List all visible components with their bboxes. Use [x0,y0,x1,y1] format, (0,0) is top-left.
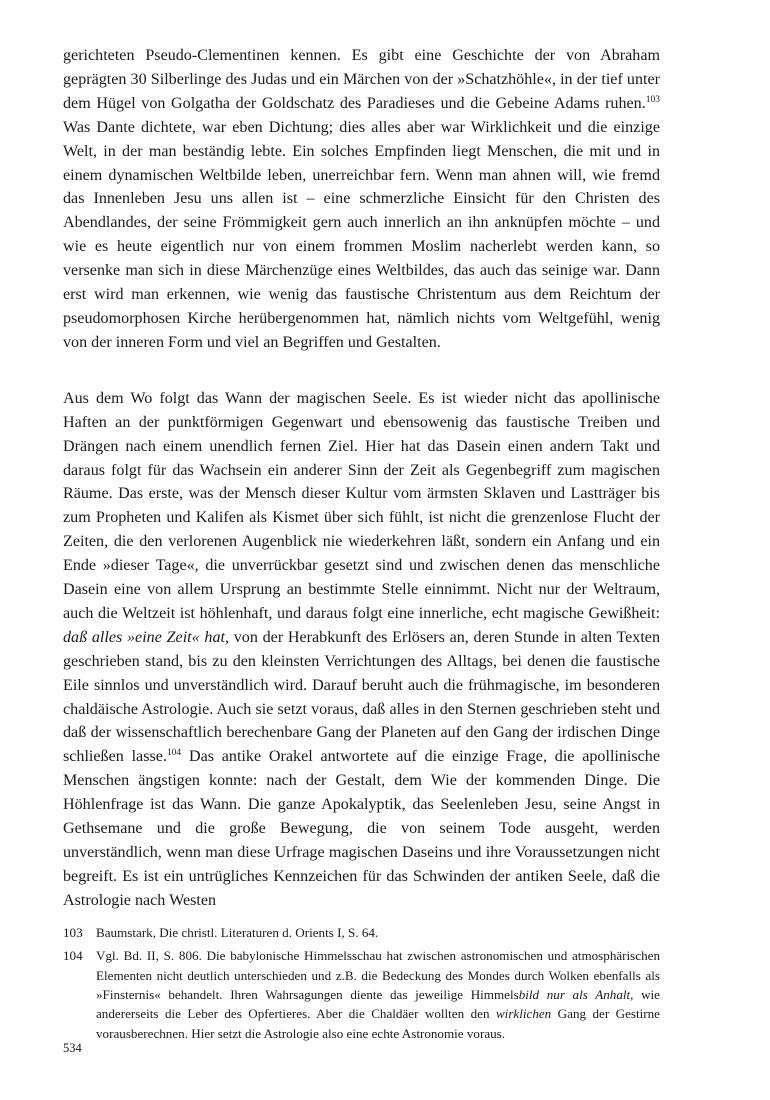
footnote-text-b: wie andererseits die Leber des Opfertieres. Aber die Chaldäer wollten den [96,986,660,1022]
footnote-text-c: Gang der Gestirne vorausberechnen. Hier setzt die Astrologie also eine echte Astronomie voraus. [96,1006,660,1041]
paragraph-2-text-c: Das antike Orakel antwortete auf die einzige Frage, die apollinische Menschen ängstigen konnte: nach der Gestalt, dem Wie der kommenden Dinge. Die Höhlenfrage ist das Wann. Die ganze Apokalyptik, das Seelenleben Jesu, seine Angst in Gethsemane und die große Bewegung, die von seinem Tode ausgeht, werden unverständlich, wenn man diese Urfrage magischen Daseins und ihre Voraussetzungen nicht begreift. Es ist ein untrügliches Kennzeichen für das Schwinden der antiken Seele, daß die Astrologie nach Westen [63,748,661,909]
footnote-ref-104[interactable]: 104 [166,748,182,759]
footnote-text: Baumstark, Die christl. Literaturen d. Orients I, S. 64. [96,924,379,940]
footnote-text-a: Vgl. Bd. II, S. 806. Die babylonische Himmelsschau hat zwischen astronomischen und atmosphärischen Elementen nicht deutlich unterschieden und z.B. die Bedeckung des Mondes durch Wolken ebenfalls als »Finsternis« behandelt. Ihren Wahrsagungen diente das jeweilige Himmels [96,948,660,1002]
paragraph-2 [63,387,660,913]
paragraph-2-text-a: Aus dem Wo folgt das Wann der magischen Seele. Es ist wieder nicht das apollinische Haften an der punktförmigen Gegenwart und ebensowenig das faustische Treiben und Drängen nach einem unendlich fernen Ziel. Hier hat das Dasein einen andern Takt und daraus folgt für das Wachsein ein anderer Sinn der Zeit als Gegenbegriff zum magischen Räume. Das erste, was der Mensch dieser Kultur vom ärmsten Sklaven und Lastträger bis zum Propheten und Kalifen als Kismet über sich fühlt, ist nicht die grenzenlose Flucht der Zeiten, die den verlorenen Augenblick nie wiederkehren läßt, sondern ein Anfang und ein Ende »dieser Tage«, die unverrückbar gesetzt sind und zwischen denen das menschliche Dasein eine von allem Ursprung an bestimmte Stelle einnimmt. Nicht nur der Weltraum, auch die Weltzeit ist höhlenhaft, und daraus folgt eine innerliche, echt magische Gewißheit: [63,389,660,622]
footnote-104 [63,946,660,1043]
footnotes [63,923,660,1043]
paragraph-2-italic: daß alles »eine Zeit« hat, [63,628,230,646]
paragraph-1-text-a: gerichteten Pseudo-Clementinen kennen. Es gibt eine Geschichte der von Abraham geprägten 30 Silberlinge des Judas und ein Märchen von der »Schatzhöhle«, in der tief unter dem Hügel von Golgatha der Goldschatz des Paradieses und die Gebeine Adams ruhen. [63,47,660,112]
page-content [63,44,660,1047]
footnote-103 [63,923,660,942]
paragraph-2-text-b: von der Herabkunft des Erlösers an, deren Stunde in alten Texten geschrieben stand, bis zu den kleinsten Verrichtungen des Alltags, bei denen die faustische Eile sinnlos und unverständlich wird. Darauf beruht auch die frühmagische, im besonderen chaldäische Astrologie. Auch sie setzt voraus, daß alles in den Sternen geschrieben steht und daß der wissenschaftlich berechenbare Gang der Planeten auf den Gang der irdischen Dinge schließen lasse. [63,628,660,766]
page-number: 534 [63,1041,82,1055]
paragraph-1-text-b: Was Dante dichtete, war eben Dichtung; dies alles aber war Wirklichkeit und die einzige Welt, in der man beständig lebte. Ein solches Empfinden liegt Menschen, die mit und in einem dynamischen Weltbilde leben, unerreichbar fern. Wenn man ahnen will, wie fremd das Innenleben Jesu uns allen ist – eine schmerzliche Einsicht für den Christen des Abendlandes, der seine Frömmigkeit gern auch innerlich an ihn anknüpfen möchte – und wie es heute eigentlich nur von einem frommen Moslim nacherlebt werden kann, so versenke man sich in diese Märchenzüge eines Weltbildes, das auch das seinige war. Dann erst wird man erkennen, wie wenig das faustische Christentum aus dem Reichtum der pseudomorphosen Kirche herübergenommen hat, nämlich nichts vom Weltgefühl, wenig von der inneren Form und viel an Begriffen und Gestalten. [63,118,660,351]
footnote-ref-103[interactable]: 103 [645,94,660,105]
footnote-number: 103 [63,924,83,940]
footnote-italic-2: wirklichen [495,1006,552,1022]
paragraph-1 [63,44,660,355]
footnote-number: 104 [63,948,83,964]
footnote-italic-1: bild nur als Anhalt, [518,986,634,1002]
footnote-text [96,946,660,1043]
